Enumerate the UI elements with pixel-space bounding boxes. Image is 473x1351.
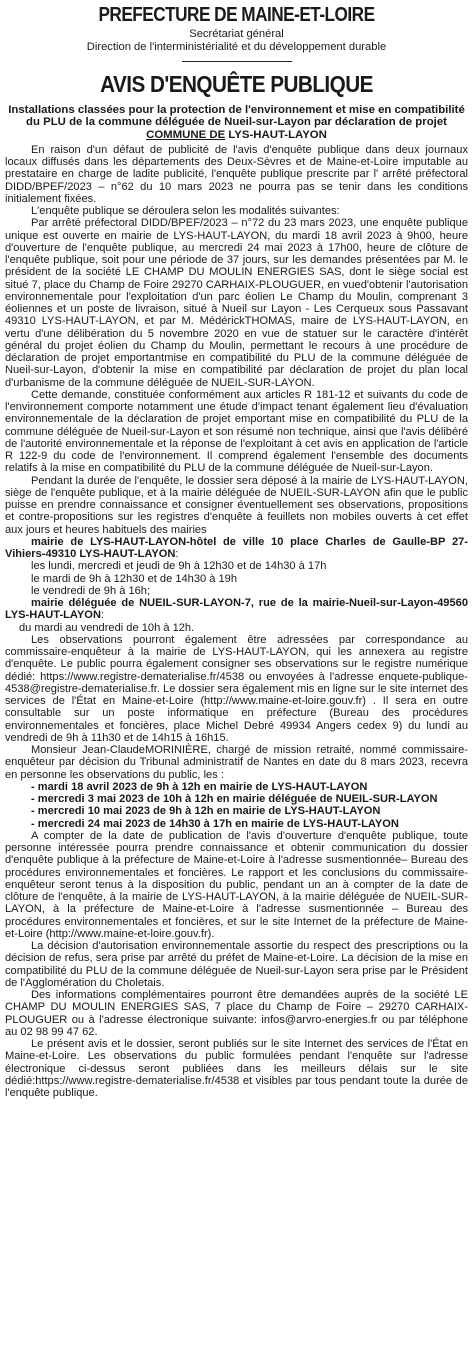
venue1-name: mairie de LYS-HAUT-LAYON-hôtel de ville 10 place Charles de Gaulle-BP 27-Vihiers-49310 LYS-HAUT-LAYON xyxy=(5,535,468,561)
paragraph-information: Des informations complémentaires pourront être demandées auprès de la société LE CHAMP DU MOULIN ENERGIES SAS, 7 place du Champ de Foire – 29270 CARHAIX-PLOUGUER ou à l'adresse électronique suivante: infos@arvro-energies.fr ou par téléphone au 02 98 99 47 62. xyxy=(5,989,468,1038)
paragraph-communication: A compter de la date de publication de l'avis d'ouverture d'enquête publique, toute personne intéressée pourra prendre connaissance et obtenir communication du dossier d'enquête publique à la préfecture de Maine-et-Loire à l'adresse susmentionnée– Bureau des procédures environnementales et foncières. Le rapport et les conclusions du commissaire-enquêteur seront tenus à la disposition du public, pendant un an à compter de la date de clôture de l'enquête, à la mairie de LYS-HAUT-LAYON, à la mairie déléguée de NUEIL-SUR-LAYON, à la préfecture de Maine-et-Loire à l'adresse susmentionnée – Bureau des procédures environnementales et foncières, et sur le site Internet de la préfecture de Maine-et-Loire (http://www.maine-et-loire.gouv.fr). xyxy=(5,829,468,940)
notice-title: AVIS D'ENQUÊTE PUBLIQUE xyxy=(100,71,373,97)
intro-part1: Installations classées pour la protection de l'environnement et mise en compatibilité du PLU de la commune déléguée de Nueil-sur-Layon par déclaration de projet xyxy=(8,104,465,129)
venue2-name: mairie déléguée de NUEIL-SUR-LAYON-7, rue de la mairie-Nueil-sur-Layon-49560 LYS-HAUT-LAYON xyxy=(5,597,468,622)
permanence-date-1: - mardi 18 avril 2023 de 9h à 12h en mairie de LYS-HAUT-LAYON xyxy=(31,780,368,793)
paragraph-modalities: L'enquête publique se déroulera selon les modalités suivantes: xyxy=(31,205,340,218)
notice-intro xyxy=(5,104,468,141)
venue1-colon: : xyxy=(175,548,179,561)
venue2-colon: : xyxy=(100,609,105,622)
venue-lys-haut-layon xyxy=(5,536,468,561)
permanence-date-4: - mercredi 24 mai 2023 de 14h30 à 17h en mairie de LYS-HAUT-LAYON xyxy=(31,817,399,830)
paragraph-dossier: Pendant la durée de l'enquête, le dossier sera déposé à la mairie de LYS-HAUT-LAYON, siège de l'enquête publique, et à la mairie déléguée de NUEIL-SUR-LAYON afin que le public puisse en prendre connaissance et consigner éventuellement ses observations, propositions et contre-propositions sur les registres d'enquête à feuillets non mobiles ouverts à cet effet aux jours et heures habituels des mairies xyxy=(5,474,468,536)
paragraph-observations: Les observations pourront également être adressées par correspondance au commissaire-enquêteur à la mairie de LYS-HAUT-LAYON, qui les annexera au registre d'enquête. Le public pourra également consigner ses observations sur le registre numérique dédié: https://www.registre-dematerialise.fr/4538 ou envoyées à l'adresse enquete-publique-4538@registre-dematerialise.fr. Le dossier sera également mis en ligne sur le site internet des services de l'État en Maine-et-Loire (http://www.maine-et-loire.gouv.fr) . Il sera en outre consultable sur un poste informatique en préfecture (Bureau des procédures environnementales et foncières, place Michel Debré 49934 Angers cedex 9) du lundi au vendredi de 9h à 11h30 et de 14h15 à 16h15. xyxy=(5,633,468,744)
venue-nueil-sur-layon xyxy=(5,597,468,622)
paragraph-publication: Le présent avis et le dossier, seront publiés sur le site Internet des services de l'État en Maine-et-Loire. Les observations du public formulées pendant l'enquête sur l'adresse électronique ci-dessus seront publiées dans les meilleurs délais sur le site dédié:https://www.registre-dematerialise.fr/4538 et visibles par tous pendant toute la durée de l'enquête publique. xyxy=(5,1038,468,1100)
prefecture-heading: PREFECTURE DE MAINE-ET-LOIRE xyxy=(98,4,375,26)
paragraph-decision: La décision d'autorisation environnementale assortie du respect des prescriptions ou la décision de refus, sera prise par arrêté du préfet de Maine-et-Loire. La décision de la mise en compatibilité du PLU de la commune déléguée de Nueil-sur-Layon sera prise par le Président de l'Agglomération du Choletais. xyxy=(5,940,468,989)
header-divider xyxy=(182,61,292,62)
venue1-hours-3: le vendredi de 9h à 16h; xyxy=(31,584,151,597)
venue1-hours-2: le mardi de 9h à 12h30 et de 14h30 à 19h xyxy=(31,572,238,585)
venue2-hours: du mardi au vendredi de 10h à 12h. xyxy=(19,621,195,634)
paragraph-commissaire: Monsieur Jean-ClaudeMORINIÈRE, chargé de mission retraité, nommé commissaire-enquêteur par décision du Tribunal administratif de Nantes en date du 8 mars 2023, recevra en personne les observations du public, les : xyxy=(5,744,468,781)
venue1-hours-1: les lundi, mercredi et jeudi de 9h à 12h30 et de 14h30 à 17h xyxy=(31,560,327,573)
header-direction: Direction de l'interministérialité et du développement durable xyxy=(86,40,387,53)
paragraph-demand: Cette demande, constituée conformément aux articles R 181-12 et suivants du code de l'environnement comporte notamment une étude d'impact tenant également lieu d'évaluation environnementale de la déclaration de projet emportant mise en compatibilité du PLU de la commune déléguée de Nueil-sur-Layon et son résumé non technique, ainsi que l'avis délibéré de l'autorité environnementale et la réponse de l'exploitant à cet avis en application de l'article R 122-9 du code de l'environnement. Il comprend également l'ensemble des documents relatifs à la mise en compatibilité du PLU de la commune déléguée de Nueil-sur-Layon. xyxy=(5,388,468,475)
paragraph-publicity-defect: En raison d'un défaut de publicité de l'avis d'enquête publique dans deux journaux locaux diffusés dans les départements des Deux-Sèvres et de Maine-et-Loire imputable au prestataire en charge de ladite publicité, l'enquête publique prescrite par l' arrêté préfectoral DIDD/BPEF/2023 – n°62 du 10 mars 2023 ne pourra pas se tenir dans les conditions initialement fixées. xyxy=(5,143,468,205)
permanence-date-2: - mercredi 3 mai 2023 de 10h à 12h en mairie déléguée de NUEIL-SUR-LAYON xyxy=(31,793,438,806)
paragraph-arrete: Par arrêté préfectoral DIDD/BPEF/2023 – n°72 du 23 mars 2023, une enquête publique unique est ouverte en mairie de LYS-HAUT-LAYON, du mardi 18 avril 2023 à 9h00, heure d'ouverture de l'enquête publique, au mercredi 24 mai 2023 à 17h00, heure de clôture de l'enquête publique, soit pour une période de 37 jours, sur les demandes présentées par M. le président de la société LE CHAMP DU MOULIN ENERGIES SAS, dont le siège social est situé 7, place du Champ de Foire 29270 CARHAIX-PLOUGUER, en vued'obtenir l'autorisation environnementale pour l'exploitation d'un parc éolien Le Champ du Moulin, comprenant 3 éoliennes et un poste de livraison, situé à Nueil sur Layon - Les Cerqueux sous Passavant 49310 LYS-HAUT-LAYON, et par M. MédérickTHOMAS, maire de LYS-HAUT-LAYON, en vertu d'une délibération du 5 novembre 2020 en vue de statuer sur le caractère d'intérêt général du projet éolien du Champ du Moulin, permettant le recours à une procédure de déclaration de projet emportantmise en compatibilité du PLU de la commune déléguée de Nueil-sur-Layon, d'obtenir la mise en compatibilité par déclaration de projet du plan local d'urbanisme de la commune déléguée de NUEIL-SUR-LAYON. xyxy=(5,217,468,389)
intro-underlined: COMMUNE DE xyxy=(146,128,226,141)
intro-part2: LYS-HAUT-LAYON xyxy=(225,128,327,141)
permanence-date-3: - mercredi 10 mai 2023 de 9h à 12h en mairie de LYS-HAUT-LAYON xyxy=(31,805,381,818)
header-secretariat: Secrétariat général xyxy=(189,28,284,40)
